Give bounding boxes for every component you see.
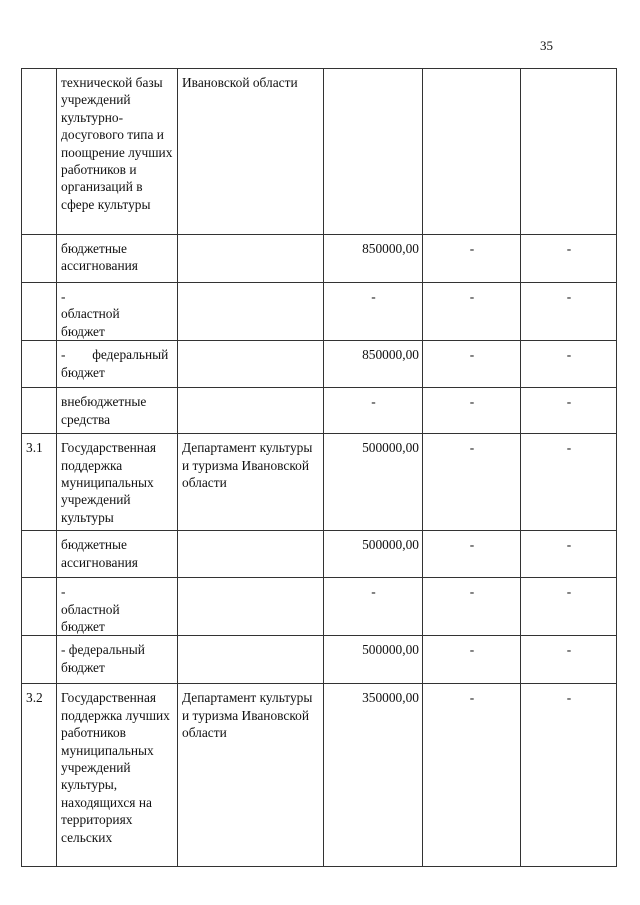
amount-cell: 850000,00	[324, 341, 423, 388]
table-row	[22, 341, 617, 388]
row-number-cell	[22, 69, 57, 235]
year3-cell: -	[521, 388, 617, 434]
table-row	[22, 388, 617, 434]
year2-cell: -	[423, 388, 521, 434]
amount-cell: -	[324, 388, 423, 434]
year3-cell: -	[521, 283, 617, 341]
table-row	[22, 636, 617, 684]
year2-cell: -	[423, 434, 521, 531]
executor-cell	[178, 636, 324, 684]
executor-cell: Департамент культуры и туризма Ивановской области	[178, 684, 324, 867]
amount-cell: -	[324, 283, 423, 341]
row-number-cell	[22, 341, 57, 388]
measure-name-cell: внебюджетные средства	[57, 388, 178, 434]
measure-name-last-line: бюджет	[61, 323, 105, 339]
year3-cell: -	[521, 341, 617, 388]
year2-cell: -	[423, 341, 521, 388]
executor-cell	[178, 341, 324, 388]
table-row	[22, 434, 617, 531]
year2-cell: -	[423, 531, 521, 578]
measure-name-first-line: - федеральный	[61, 347, 169, 363]
amount-cell: 500000,00	[324, 636, 423, 684]
year3-cell: -	[521, 578, 617, 636]
year3-cell: -	[521, 434, 617, 531]
executor-cell	[178, 283, 324, 341]
measure-name-cell	[57, 341, 178, 388]
executor-cell: Департамент культуры и туризма Ивановской области	[178, 434, 324, 531]
year2-cell: -	[423, 636, 521, 684]
measure-name-cell: Государственная поддержка лучших работников муниципальных учреждений культуры, находящихся на территориях сельских	[57, 684, 178, 867]
measure-name-cell	[57, 283, 178, 341]
table-row	[22, 69, 617, 235]
measure-name-first-line: - областной	[61, 289, 120, 322]
amount-cell: 350000,00	[324, 684, 423, 867]
measure-name-last-line: бюджет	[61, 364, 105, 380]
year3-cell: -	[521, 684, 617, 867]
amount-cell: -	[324, 578, 423, 636]
row-number-cell	[22, 578, 57, 636]
table-row	[22, 684, 617, 867]
year3-cell: -	[521, 636, 617, 684]
year2-cell: -	[423, 578, 521, 636]
measure-name-cell: бюджетные ассигнования	[57, 531, 178, 578]
amount-cell: 500000,00	[324, 531, 423, 578]
year3-cell	[521, 69, 617, 235]
table-row	[22, 531, 617, 578]
measure-name-last-line: бюджет	[61, 619, 105, 635]
year2-cell: -	[423, 684, 521, 867]
measure-name-cell: бюджетные ассигнования	[57, 235, 178, 283]
row-number-cell	[22, 388, 57, 434]
measure-name-cell: Государственная поддержка муниципальных учреждений культуры	[57, 434, 178, 531]
executor-cell	[178, 388, 324, 434]
executor-cell	[178, 578, 324, 636]
executor-cell: Ивановской области	[178, 69, 324, 235]
executor-cell	[178, 531, 324, 578]
table-row	[22, 283, 617, 341]
row-number-cell	[22, 531, 57, 578]
year2-cell: -	[423, 235, 521, 283]
year2-cell: -	[423, 283, 521, 341]
measure-name-cell: - федеральный бюджет	[57, 636, 178, 684]
measure-name-cell	[57, 578, 178, 636]
row-number-cell: 3.1	[22, 434, 57, 531]
year3-cell: -	[521, 531, 617, 578]
measure-name-cell: технической базы учреждений культурно-досугового типа и поощрение лучших работников и организаций в сфере культуры	[57, 69, 178, 235]
year2-cell	[423, 69, 521, 235]
measure-name-first-line: - областной	[61, 584, 120, 617]
row-number-cell	[22, 235, 57, 283]
row-number-cell: 3.2	[22, 684, 57, 867]
executor-cell	[178, 235, 324, 283]
page-number: 35	[540, 38, 553, 53]
table-row	[22, 578, 617, 636]
amount-cell: 500000,00	[324, 434, 423, 531]
year3-cell: -	[521, 235, 617, 283]
row-number-cell	[22, 636, 57, 684]
row-number-cell	[22, 283, 57, 341]
budget-table	[21, 68, 617, 867]
amount-cell: 850000,00	[324, 235, 423, 283]
amount-cell	[324, 69, 423, 235]
table-row	[22, 235, 617, 283]
